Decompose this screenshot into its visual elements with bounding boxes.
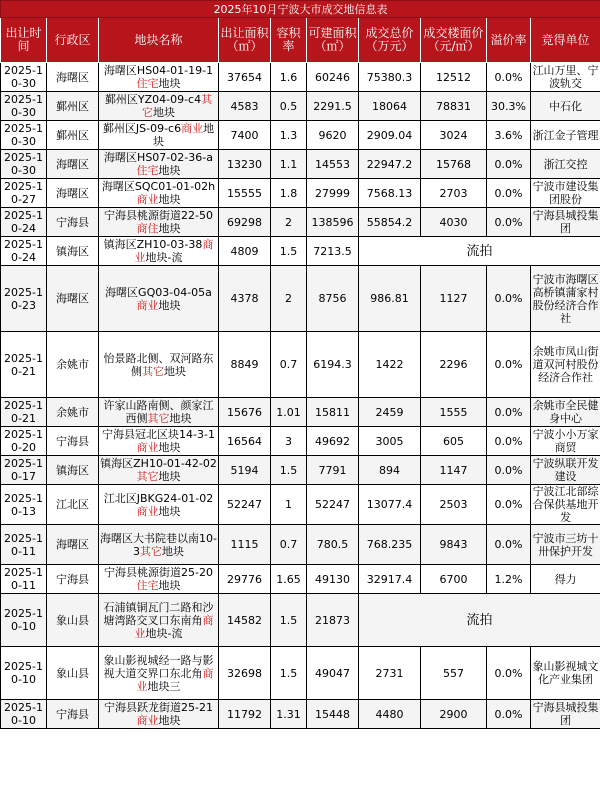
cell-area: 5194 [219, 456, 271, 485]
cell-floor-price: 78831 [421, 92, 487, 121]
cell-district: 海曙区 [47, 150, 99, 179]
cell-date: 2025-10-10 [1, 700, 47, 729]
cell-floor-price: 3024 [421, 121, 487, 150]
parcel-name-part: 怡景路北侧、双河路东侧 [103, 351, 214, 378]
cell-far: 1.1 [271, 150, 307, 179]
cell-total-price: 22947.2 [359, 150, 421, 179]
cell-total-price: 18064 [359, 92, 421, 121]
cell-buildable-area: 6194.3 [307, 332, 359, 398]
table-row [1, 525, 600, 565]
cell-buildable-area: 15448 [307, 700, 359, 729]
cell-district: 海曙区 [47, 179, 99, 208]
parcel-name-part: 宁海县桃源街道25-20 [104, 566, 213, 579]
cell-status-failed: 流拍 [359, 237, 600, 266]
cell-date: 2025-10-10 [1, 594, 47, 647]
cell-area: 7400 [219, 121, 271, 150]
cell-district: 余姚市 [47, 398, 99, 427]
cell-premium-rate: 0.0% [487, 700, 531, 729]
cell-buildable-area: 49130 [307, 565, 359, 594]
cell-date: 2025-10-30 [1, 63, 47, 92]
cell-buildable-area: 7213.5 [307, 237, 359, 266]
parcel-name-part: 海曙区HS07-02-36-a [104, 151, 213, 164]
cell-area: 52247 [219, 485, 271, 525]
cell-winner: 宁波市建设集团股份 [531, 179, 600, 208]
parcel-name-part: 地块 [158, 193, 181, 206]
cell-far: 1.6 [271, 63, 307, 92]
parcel-name-part: 宁海县桃源街道22-50 [104, 209, 213, 222]
table-row [1, 92, 600, 121]
cell-parcel-name [99, 700, 219, 729]
table-row [1, 121, 600, 150]
parcel-name-part: 地块 [158, 298, 181, 312]
cell-parcel-name [99, 427, 219, 456]
cell-total-price: 2731 [359, 647, 421, 700]
cell-district: 镇海区 [47, 456, 99, 485]
cell-area: 14582 [219, 594, 271, 647]
cell-floor-price: 6700 [421, 565, 487, 594]
cell-premium-rate: 0.0% [487, 179, 531, 208]
parcel-name-part: 海曙区SQC01-01-02h [101, 180, 216, 193]
column-header: 溢价率 [487, 18, 531, 63]
land-use-highlight: 商业 [136, 714, 159, 727]
cell-far: 0.7 [271, 525, 307, 565]
land-use-highlight: 商住 [136, 222, 159, 235]
cell-floor-price: 1147 [421, 456, 487, 485]
cell-parcel-name [99, 525, 219, 565]
cell-winner: 宁海县城投集团 [531, 700, 600, 729]
parcel-name-part: 地块 [158, 164, 181, 177]
cell-area: 37654 [219, 63, 271, 92]
cell-far: 1.5 [271, 237, 307, 266]
cell-date: 2025-10-24 [1, 237, 47, 266]
cell-date: 2025-10-30 [1, 150, 47, 179]
cell-winner: 宁波江北部综合保供基地开发 [531, 485, 600, 525]
land-use-highlight: 商业 [136, 666, 214, 693]
land-use-highlight: 其它 [136, 470, 159, 483]
land-use-highlight: 住宅 [136, 579, 159, 592]
cell-area: 15676 [219, 398, 271, 427]
cell-total-price: 13077.4 [359, 485, 421, 525]
table-title: 2025年10月宁波大市成交地信息表 [1, 1, 600, 18]
land-use-highlight: 商业 [134, 238, 214, 264]
cell-date: 2025-10-11 [1, 525, 47, 565]
parcel-name-part: 地块 [162, 544, 184, 558]
cell-far: 1.31 [271, 700, 307, 729]
cell-district: 鄞州区 [47, 92, 99, 121]
cell-buildable-area: 780.5 [307, 525, 359, 565]
cell-date: 2025-10-17 [1, 456, 47, 485]
cell-district: 宁海县 [47, 427, 99, 456]
column-header: 成交总价（万元） [359, 18, 421, 63]
cell-premium-rate: 0.0% [487, 266, 531, 332]
table-row [1, 266, 600, 332]
cell-date: 2025-10-21 [1, 332, 47, 398]
cell-district: 宁海县 [47, 700, 99, 729]
header-row [1, 18, 600, 63]
cell-area: 4378 [219, 266, 271, 332]
cell-winner: 宁海县城投集团 [531, 208, 600, 237]
parcel-name-part: 地块-流 [145, 251, 183, 264]
cell-parcel-name [99, 647, 219, 700]
table-row [1, 594, 600, 647]
cell-winner: 宁波市海曙区高桥镇蒲家村股份经济合作社 [531, 266, 600, 332]
land-use-highlight: 其它 [147, 412, 170, 425]
cell-total-price: 55854.2 [359, 208, 421, 237]
cell-area: 8849 [219, 332, 271, 398]
parcel-name-part: 鄞州区JS-09-c6 [102, 122, 182, 135]
cell-date: 2025-10-23 [1, 266, 47, 332]
parcel-name-part: 象山影视城经一路与影视大道交界口东北角 [103, 653, 214, 680]
cell-date: 2025-10-10 [1, 647, 47, 700]
cell-winner: 中石化 [531, 92, 600, 121]
cell-far: 1.01 [271, 398, 307, 427]
cell-parcel-name [99, 179, 219, 208]
cell-premium-rate: 0.0% [487, 647, 531, 700]
parcel-name-part: 许家山路南侧、颜家江西侧 [103, 399, 214, 425]
cell-date: 2025-10-21 [1, 398, 47, 427]
cell-district: 镇海区 [47, 237, 99, 266]
cell-far: 1.3 [271, 121, 307, 150]
column-header: 地块名称 [99, 18, 219, 63]
land-use-highlight: 商业 [134, 613, 214, 640]
cell-date: 2025-10-20 [1, 427, 47, 456]
parcel-name-part: 海曙区大书院巷以南10-3 [100, 531, 217, 558]
parcel-name-part: 地块 [158, 504, 181, 518]
parcel-name-part: 地块 [153, 122, 215, 148]
cell-parcel-name [99, 456, 219, 485]
parcel-name-part: 石浦镇铜瓦门二路和沙塘湾路交叉口东南角 [103, 600, 214, 627]
table-row [1, 565, 600, 594]
cell-premium-rate: 3.6% [487, 121, 531, 150]
cell-winner: 余姚市凤山街道双河村股份经济合作社 [531, 332, 600, 398]
cell-parcel-name [99, 121, 219, 150]
cell-parcel-name [99, 332, 219, 398]
cell-district: 宁海县 [47, 565, 99, 594]
cell-buildable-area: 8756 [307, 266, 359, 332]
cell-parcel-name [99, 594, 219, 647]
parcel-name-part: 海曙区GQ03-04-05a [105, 285, 212, 299]
cell-buildable-area: 9620 [307, 121, 359, 150]
cell-premium-rate: 0.0% [487, 525, 531, 565]
cell-parcel-name [99, 63, 219, 92]
cell-district: 鄞州区 [47, 121, 99, 150]
cell-area: 4809 [219, 237, 271, 266]
cell-area: 69298 [219, 208, 271, 237]
cell-winner: 江山万里、宁波轨交 [531, 63, 600, 92]
cell-parcel-name [99, 92, 219, 121]
cell-premium-rate: 0.0% [487, 398, 531, 427]
cell-far: 1.5 [271, 456, 307, 485]
cell-floor-price: 2503 [421, 485, 487, 525]
cell-floor-price: 2900 [421, 700, 487, 729]
column-header: 成交楼面价（元/㎡） [421, 18, 487, 63]
parcel-name-part: 地块 [164, 364, 186, 378]
parcel-name-part: 宁海县冠北区块14-3-1 [102, 428, 215, 441]
cell-far: 0.5 [271, 92, 307, 121]
cell-buildable-area: 2291.5 [307, 92, 359, 121]
cell-area: 15555 [219, 179, 271, 208]
cell-far: 1.8 [271, 179, 307, 208]
cell-date: 2025-10-30 [1, 92, 47, 121]
parcel-name-part: 地块三 [147, 679, 181, 693]
column-header: 出让面积（㎡） [219, 18, 271, 63]
cell-premium-rate: 0.0% [487, 208, 531, 237]
cell-winner: 浙江金子管理 [531, 121, 600, 150]
cell-floor-price: 2296 [421, 332, 487, 398]
table-row [1, 456, 600, 485]
cell-premium-rate: 0.0% [487, 485, 531, 525]
cell-district: 海曙区 [47, 63, 99, 92]
cell-parcel-name [99, 565, 219, 594]
cell-buildable-area: 49047 [307, 647, 359, 700]
parcel-name-part: 地块-流 [145, 626, 183, 640]
table-body [1, 63, 600, 729]
cell-district: 海曙区 [47, 266, 99, 332]
table-row [1, 332, 600, 398]
cell-far: 0.7 [271, 332, 307, 398]
cell-far: 1 [271, 485, 307, 525]
cell-premium-rate: 1.2% [487, 565, 531, 594]
table-row [1, 237, 600, 266]
cell-floor-price: 12512 [421, 63, 487, 92]
cell-district: 余姚市 [47, 332, 99, 398]
cell-floor-price: 9843 [421, 525, 487, 565]
cell-premium-rate: 0.0% [487, 456, 531, 485]
cell-total-price: 768.235 [359, 525, 421, 565]
land-use-highlight: 住宅 [136, 77, 159, 90]
cell-premium-rate: 0.0% [487, 332, 531, 398]
cell-floor-price: 1127 [421, 266, 487, 332]
parcel-name-part: 地块 [158, 222, 181, 235]
cell-district: 象山县 [47, 594, 99, 647]
land-use-highlight: 商业 [181, 122, 204, 135]
cell-total-price: 3005 [359, 427, 421, 456]
column-header: 竞得单位 [531, 18, 600, 63]
cell-far: 1.5 [271, 594, 307, 647]
cell-parcel-name [99, 208, 219, 237]
column-header: 出让时间 [1, 18, 47, 63]
land-use-highlight: 商业 [136, 298, 159, 312]
cell-total-price: 75380.3 [359, 63, 421, 92]
cell-far: 2 [271, 266, 307, 332]
parcel-name-part: 宁海县跃龙街道25-21 [104, 701, 213, 714]
cell-parcel-name [99, 398, 219, 427]
cell-district: 宁海县 [47, 208, 99, 237]
land-use-highlight: 其它 [140, 544, 162, 558]
table-row [1, 427, 600, 456]
cell-far: 1.65 [271, 565, 307, 594]
column-header: 可建面积（㎡） [307, 18, 359, 63]
cell-date: 2025-10-27 [1, 179, 47, 208]
land-use-highlight: 商业 [136, 504, 159, 518]
cell-area: 4583 [219, 92, 271, 121]
parcel-name-part: 地块 [169, 412, 192, 425]
cell-area: 29776 [219, 565, 271, 594]
cell-district: 江北区 [47, 485, 99, 525]
parcel-name-part: 地块 [158, 441, 181, 454]
parcel-name-part: 江北区JBKG24-01-02 [103, 491, 214, 505]
cell-date: 2025-10-24 [1, 208, 47, 237]
parcel-name-part: 镇海区ZH10-03-38 [103, 238, 203, 251]
cell-premium-rate: 30.3% [487, 92, 531, 121]
cell-premium-rate: 0.0% [487, 63, 531, 92]
parcel-name-part: 地块 [158, 714, 181, 727]
table-row [1, 150, 600, 179]
cell-winner: 余姚市全民健身中心 [531, 398, 600, 427]
cell-buildable-area: 14553 [307, 150, 359, 179]
cell-total-price: 7568.13 [359, 179, 421, 208]
cell-winner: 宁波纵联开发建设 [531, 456, 600, 485]
cell-buildable-area: 21873 [307, 594, 359, 647]
land-use-highlight: 商业 [136, 193, 159, 206]
table-row [1, 63, 600, 92]
parcel-name-part: 地块 [158, 579, 181, 592]
cell-floor-price: 2703 [421, 179, 487, 208]
cell-parcel-name [99, 150, 219, 179]
land-use-highlight: 商业 [136, 441, 159, 454]
cell-district: 海曙区 [47, 525, 99, 565]
cell-parcel-name [99, 237, 219, 266]
cell-buildable-area: 49692 [307, 427, 359, 456]
cell-far: 1.5 [271, 647, 307, 700]
land-use-highlight: 其它 [142, 364, 164, 378]
cell-date: 2025-10-11 [1, 565, 47, 594]
cell-status-failed: 流拍 [359, 594, 600, 647]
cell-district: 象山县 [47, 647, 99, 700]
cell-parcel-name [99, 485, 219, 525]
cell-floor-price: 15768 [421, 150, 487, 179]
parcel-name-part: 地块 [153, 106, 175, 119]
cell-buildable-area: 52247 [307, 485, 359, 525]
cell-total-price: 894 [359, 456, 421, 485]
land-use-highlight: 其它 [142, 93, 213, 119]
parcel-name-part: 鄞州区YZ04-09-c4 [104, 93, 202, 106]
cell-winner: 得力 [531, 565, 600, 594]
cell-buildable-area: 60246 [307, 63, 359, 92]
cell-buildable-area: 7791 [307, 456, 359, 485]
cell-area: 32698 [219, 647, 271, 700]
cell-total-price: 1422 [359, 332, 421, 398]
table-row [1, 179, 600, 208]
cell-winner: 象山影视城文化产业集团 [531, 647, 600, 700]
cell-area: 11792 [219, 700, 271, 729]
cell-floor-price: 605 [421, 427, 487, 456]
cell-total-price: 986.81 [359, 266, 421, 332]
cell-floor-price: 4030 [421, 208, 487, 237]
table-row [1, 700, 600, 729]
parcel-name-part: 地块 [158, 470, 181, 483]
parcel-name-part: 镇海区ZH10-01-42-02 [100, 457, 217, 470]
cell-winner: 浙江交控 [531, 150, 600, 179]
cell-date: 2025-10-13 [1, 485, 47, 525]
column-header: 容积率 [271, 18, 307, 63]
cell-area: 13230 [219, 150, 271, 179]
cell-date: 2025-10-30 [1, 121, 47, 150]
column-header: 行政区 [47, 18, 99, 63]
table-row [1, 208, 600, 237]
title-row [1, 1, 600, 18]
cell-parcel-name [99, 266, 219, 332]
cell-premium-rate: 0.0% [487, 150, 531, 179]
parcel-name-part: 地块 [158, 77, 181, 90]
land-use-highlight: 住宅 [136, 164, 159, 177]
cell-buildable-area: 27999 [307, 179, 359, 208]
table-row [1, 485, 600, 525]
cell-buildable-area: 138596 [307, 208, 359, 237]
cell-buildable-area: 15811 [307, 398, 359, 427]
cell-floor-price: 557 [421, 647, 487, 700]
cell-area: 16564 [219, 427, 271, 456]
cell-far: 2 [271, 208, 307, 237]
cell-floor-price: 1555 [421, 398, 487, 427]
parcel-name-part: 海曙区HS04-01-19-1 [103, 64, 214, 77]
cell-winner: 宁波小小万家商贸 [531, 427, 600, 456]
cell-premium-rate: 0.0% [487, 427, 531, 456]
table-row [1, 647, 600, 700]
cell-far: 3 [271, 427, 307, 456]
cell-winner: 宁波市三坊十卅保护开发 [531, 525, 600, 565]
cell-total-price: 32917.4 [359, 565, 421, 594]
cell-total-price: 4480 [359, 700, 421, 729]
cell-total-price: 2459 [359, 398, 421, 427]
cell-total-price: 2909.04 [359, 121, 421, 150]
cell-area: 1115 [219, 525, 271, 565]
table-row [1, 398, 600, 427]
